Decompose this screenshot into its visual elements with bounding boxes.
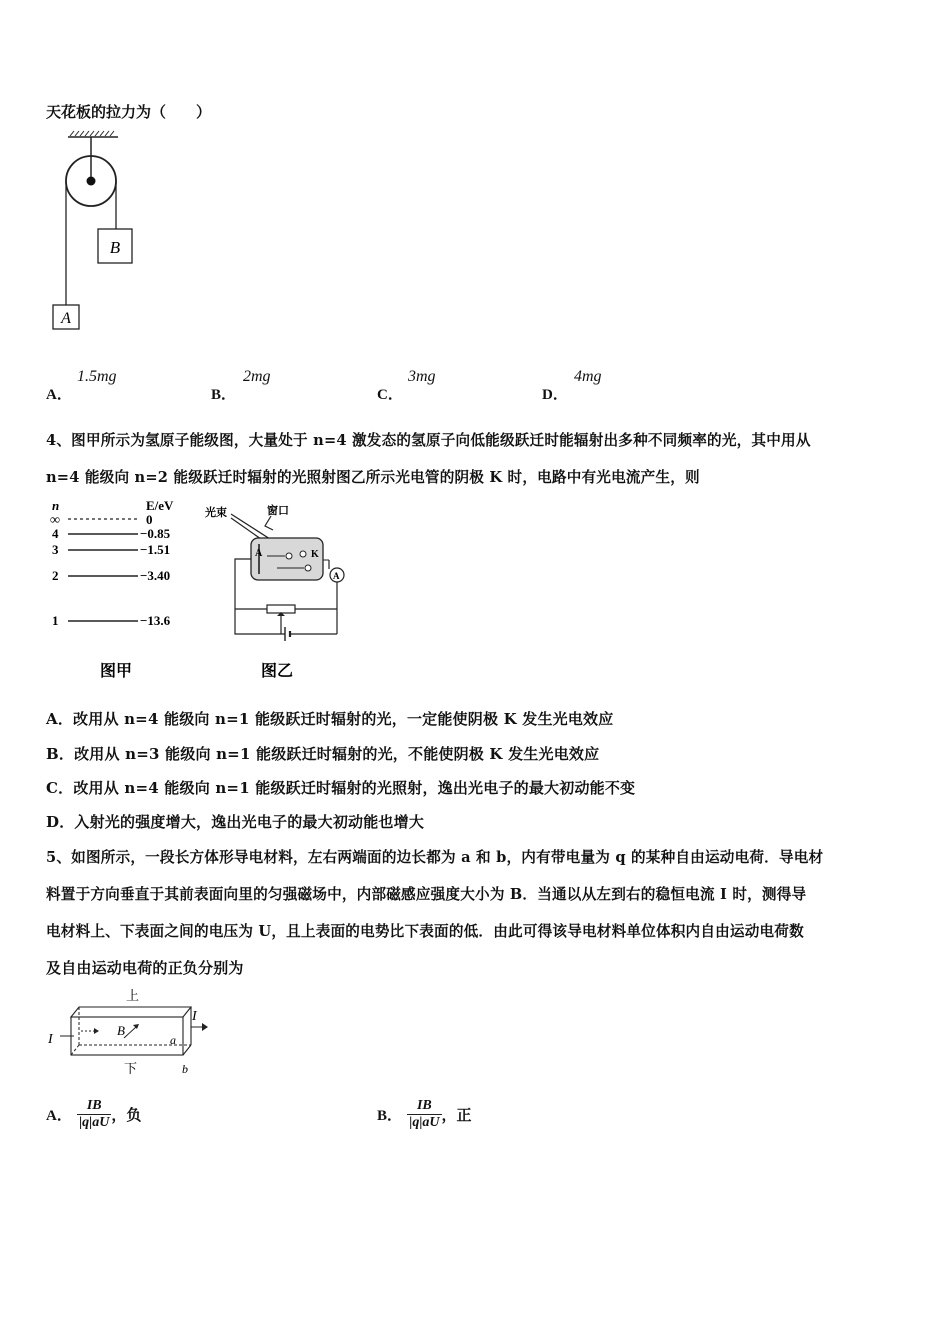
q5-option-b-denominator: |q|aU <box>409 1115 440 1130</box>
energy-level-diagram <box>46 497 196 682</box>
current-in-label: I <box>48 1032 53 1047</box>
q3-option-b-label: B． <box>211 387 237 403</box>
q4-option-c-text: 改用从 n=4 能级向 n=1 能级跃迁时辐射的光照射，逸出光电子的最大初动能不变 <box>73 779 636 797</box>
level-3-e: −1.51 <box>140 542 171 557</box>
block-b-label: B <box>109 238 121 257</box>
q5-option-b-suffix: ，正 <box>441 1106 472 1124</box>
col-n-label: n <box>52 498 60 513</box>
rheostat <box>267 605 295 613</box>
top-face-label: 上 <box>126 988 140 1003</box>
level-4-e: −0.85 <box>140 526 171 541</box>
q5-option-b-label: B． <box>377 1108 403 1124</box>
col-e-label: E/eV <box>146 498 174 513</box>
edge-b-label: b <box>182 1062 188 1076</box>
block-front-face <box>71 1017 183 1055</box>
cathode-label: K <box>311 549 319 560</box>
q4-option-a-label: A． <box>46 710 74 728</box>
block-a-label: A <box>61 310 71 327</box>
level-inf-e: 0 <box>146 512 153 527</box>
q4-option-b-label: B． <box>46 745 75 763</box>
q5-option-a-numerator: IB <box>86 1098 102 1113</box>
q5-option-a-denominator: |q|aU <box>79 1115 110 1130</box>
anode-label: A <box>255 548 263 559</box>
conductor-block-figure <box>44 985 224 1080</box>
level-2-e: −3.40 <box>140 568 171 583</box>
ammeter-label: A <box>333 571 340 581</box>
q5-option-b-fraction <box>407 1098 441 1131</box>
window-label: 窗口 <box>267 505 289 517</box>
level-1-n: 1 <box>52 613 59 628</box>
beam-label: 光束 <box>205 507 227 519</box>
q3-option-c-label: C． <box>377 387 403 403</box>
q3-option-a-label: A． <box>46 387 72 403</box>
bottom-face-label: 下 <box>124 1061 138 1076</box>
q4-option-b <box>46 743 599 764</box>
level-4-n: 4 <box>52 526 59 541</box>
q3-option-a-value: 1.5mg <box>77 368 117 385</box>
q3-option-c-value: 3mg <box>408 368 436 385</box>
fig-jia-caption: 图甲 <box>100 663 133 680</box>
q5-option-b-numerator: IB <box>416 1098 432 1113</box>
level-2-n: 2 <box>52 568 59 583</box>
current-out-label: I <box>192 1009 197 1024</box>
q3-option-b-value: 2mg <box>243 368 271 385</box>
q3-option-d-label: D． <box>542 387 568 403</box>
q4-stem-line-2: n=4 能级向 n=2 能级跃迁时辐射的光照射图乙所示光电管的阴极 K 时，电路中有光电流产生，则 <box>46 469 700 486</box>
q5-option-a-fraction <box>77 1098 111 1131</box>
pulley-figure <box>46 128 146 333</box>
q5-option-a <box>46 1098 141 1131</box>
q5-option-a-label: A． <box>46 1108 72 1124</box>
q5-option-b <box>377 1098 472 1131</box>
phototube-circuit <box>203 500 353 682</box>
q4-option-d-label: D． <box>46 813 75 831</box>
q5-stem-line-4: 及自由运动电荷的正负分别为 <box>46 959 244 977</box>
pulley-axle <box>87 177 96 186</box>
q5-stem-line-3: 电材料上、下表面之间的电压为 U，且上表面的电势比下表面的低．由此可得该导电材料单位体积内自由运动电荷数 <box>46 923 804 940</box>
q5-option-a-suffix: ，负 <box>111 1106 142 1124</box>
field-label: B <box>117 1023 125 1038</box>
q5-stem-line-2: 料置于方向垂直于其前表面向里的匀强磁场中，内部磁感应强度大小为 B．当通以从左到右的稳恒电流 I 时，测得导 <box>46 886 807 903</box>
q3-stem-tail: 天花板的拉力为（ ） <box>46 103 212 121</box>
q4-option-a-text: 改用从 n=4 能级向 n=1 能级跃迁时辐射的光，一定能使阴极 K 发生光电效应 <box>73 710 614 728</box>
q4-option-c <box>46 777 635 798</box>
q3-option-d-value: 4mg <box>574 368 602 385</box>
edge-a-label: a <box>170 1033 176 1047</box>
q4-option-a <box>46 708 613 729</box>
q4-option-b-text: 改用从 n=3 能级向 n=1 能级跃迁时辐射的光，不能使阴极 K 发生光电效应 <box>74 745 600 763</box>
level-inf-n: ∞ <box>50 513 60 528</box>
q5-stem-line-1: 5、如图所示，一段长方体形导电材料，左右两端面的边长都为 a 和 b，内有带电量为 q 的某种自由运动电荷．导电材 <box>46 849 824 866</box>
q4-option-c-label: C． <box>46 779 74 797</box>
fig-yi-caption: 图乙 <box>261 663 294 680</box>
level-3-n: 3 <box>52 542 59 557</box>
q4-stem-line-1: 4、图甲所示为氢原子能级图，大量处于 n=4 激发态的氢原子向低能级跃迁时能辐射出多种不同频率的光，其中用从 <box>46 432 811 449</box>
q4-option-d-text: 入射光的强度增大，逸出光电子的最大初动能也增大 <box>74 813 425 831</box>
q4-option-d <box>46 811 424 832</box>
level-1-e: −13.6 <box>140 613 171 628</box>
